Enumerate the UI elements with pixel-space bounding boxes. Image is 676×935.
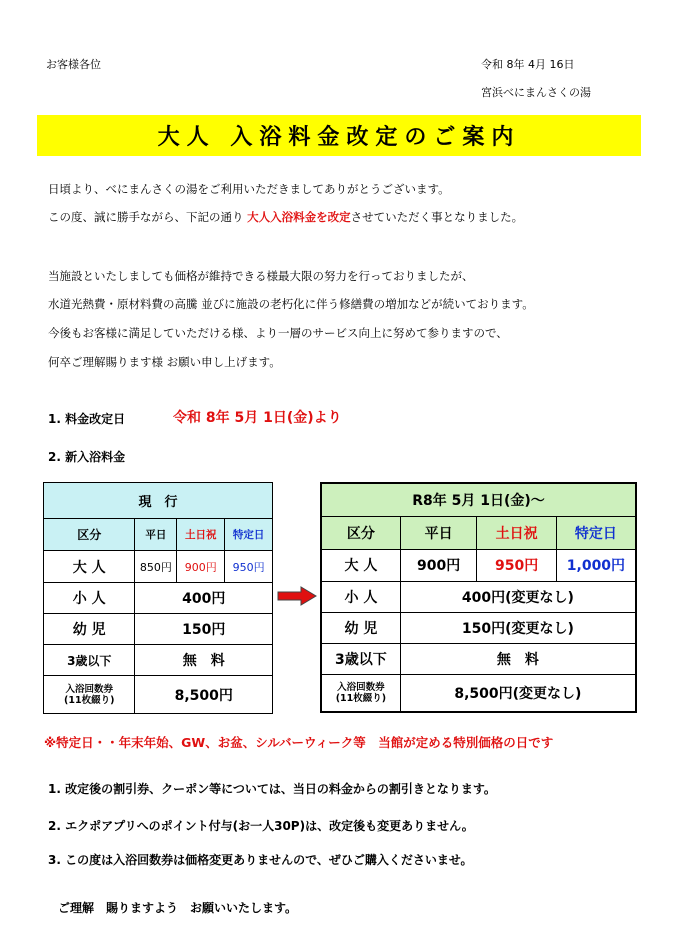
section-2-label: 2. 新入浴料金	[48, 450, 126, 464]
closing-line: ご理解 賜りますよう お願いいたします。	[58, 901, 298, 915]
intro-line-1: 日頃より、べにまんさくの湯をご利用いただきましてありがとうございます。	[48, 182, 450, 196]
intro-line-2-b: させていただく事となりました。	[350, 210, 524, 224]
current-adult-weekend: 900円	[177, 551, 225, 583]
current-adult-special: 950円	[225, 551, 273, 583]
current-under3-price: 無 料	[135, 645, 273, 676]
paragraph-line-2: 水道光熱費・原材料費の高騰 並びに施設の老朽化に伴う修繕費の増加などが続いております。	[48, 297, 534, 311]
paragraph-line-4: 何卒ご理解賜ります様 お願い申し上げます。	[48, 355, 281, 369]
new-adult-weekend: 950円	[477, 549, 556, 581]
new-ticket-price: 8,500円(変更なし)	[400, 674, 636, 712]
new-ticket-label-1: 入浴回数券	[337, 681, 385, 693]
new-adult-label: 大 人	[321, 549, 400, 581]
revision-date: 令和 8年 5月 1日(金)より	[173, 410, 342, 426]
title-banner	[37, 115, 641, 156]
addressee: お客様各位	[46, 58, 101, 71]
current-child-price: 400円	[135, 583, 273, 614]
right-arrow-icon	[277, 586, 317, 606]
paragraph-line-3: 今後もお客様に満足していただける様、より一層のサービス向上に努めて参りますので、	[48, 326, 508, 340]
facility-name: 宮浜べにまんさくの湯	[481, 86, 591, 99]
current-header-weekend: 土日祝	[177, 519, 225, 551]
current-adult-label: 大 人	[44, 551, 135, 583]
current-ticket-label-1: 入浴回数券	[65, 683, 113, 695]
new-ticket-label-2: (11枚綴り)	[335, 692, 387, 704]
paragraph-line-1: 当施設といたしましても価格が維持できる様最大限の努力を行っておりましたが、	[48, 269, 474, 283]
special-day-note: ※特定日・・年末年始、GW、お盆、シルバーウィーク等 当館が定める特別価格の日です	[44, 735, 554, 750]
new-under3-price: 無 料	[400, 643, 636, 674]
new-price-table	[320, 482, 637, 713]
new-adult-special: 1,000円	[556, 549, 636, 581]
new-header-special: 特定日	[556, 516, 636, 549]
section-1-label: 1. 料金改定日	[48, 412, 126, 426]
current-header-category: 区分	[44, 519, 135, 551]
new-header-category: 区分	[321, 516, 400, 549]
current-infant-price: 150円	[135, 614, 273, 645]
current-infant-label: 幼 児	[44, 614, 135, 645]
current-under3-label: 3歳以下	[44, 645, 135, 676]
new-table-title: R8年 5月 1日(金)～	[321, 483, 636, 516]
new-infant-price: 150円(変更なし)	[400, 612, 636, 643]
intro-line-2	[48, 209, 523, 225]
note-1: 1. 改定後の割引券、クーポン等については、当日の料金からの割引きとなります。	[48, 782, 496, 796]
note-2: 2. エクポアプリへのポイント付与(お一人30P)は、改定後も変更ありません。	[48, 819, 474, 833]
current-child-label: 小 人	[44, 583, 135, 614]
new-under3-label: 3歳以下	[321, 643, 400, 674]
intro-line-2-a: この度、誠に勝手ながら、下記の通り	[48, 210, 248, 224]
current-price-table	[43, 482, 273, 714]
current-table-title: 現 行	[44, 483, 273, 519]
current-adult-weekday: 850円	[135, 551, 177, 583]
new-header-weekend: 土日祝	[477, 516, 556, 549]
current-header-weekday: 平日	[135, 519, 177, 551]
intro-line-2-emphasis: 大人入浴料金を改定	[247, 210, 351, 224]
new-header-weekday: 平日	[400, 516, 477, 549]
new-adult-weekday: 900円	[400, 549, 477, 581]
new-child-price: 400円(変更なし)	[400, 581, 636, 612]
notice-date: 令和 8年 4月 16日	[481, 58, 575, 71]
new-child-label: 小 人	[321, 581, 400, 612]
current-ticket-label-2: (11枚綴り)	[64, 694, 115, 706]
current-ticket-label	[44, 676, 135, 714]
page-title: 大人 入浴料金改定のご案内	[157, 125, 521, 150]
current-ticket-price: 8,500円	[135, 676, 273, 714]
new-infant-label: 幼 児	[321, 612, 400, 643]
note-3: 3. この度は入浴回数券は価格変更ありませんので、ぜひご購入くださいませ。	[48, 853, 473, 867]
current-header-special: 特定日	[225, 519, 273, 551]
new-ticket-label	[321, 674, 400, 712]
